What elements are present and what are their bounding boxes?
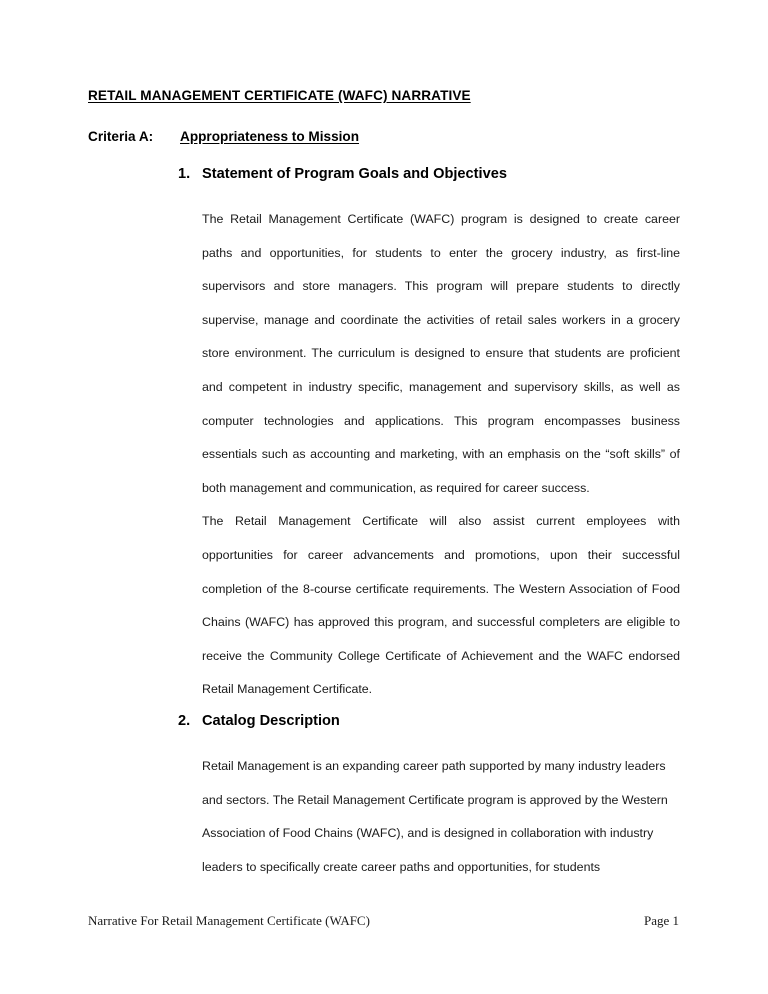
section-heading-2	[178, 713, 340, 729]
paragraph: The Retail Management Certificate will also assist current employees with opportunities for career advancements and promotions, upon their successful completion of the 8-course certificate requirements. The Western Association of Food Chains (WAFC) has approved this program, and successful completers are eligible to receive the Community College Certificate of Achievement and the WAFC endorsed Retail Management Certificate.	[202, 514, 680, 697]
section-number-2: 2.	[178, 713, 191, 729]
paragraph: Retail Management is an expanding career path supported by many industry leaders and sectors. The Retail Management Certificate program is approved by the Western Association of Food Chains (WAFC), and is designed in collaboration with industry leaders to specifically create career paths and opportunities, for students	[202, 759, 668, 874]
page-footer	[88, 913, 679, 929]
section-heading-1	[178, 166, 507, 182]
section-number-1: 1.	[178, 166, 191, 182]
section-body-2	[202, 750, 680, 884]
section-title-1: Statement of Program Goals and Objectives	[202, 166, 507, 182]
footer-document-name: Narrative For Retail Management Certificate (WAFC)	[88, 913, 370, 928]
criteria-line	[88, 129, 359, 144]
section-body-1	[202, 203, 680, 707]
footer-page-number: Page 1	[643, 913, 679, 928]
paragraph: The Retail Management Certificate (WAFC) program is designed to create career paths and opportunities, for students to enter the grocery industry, as first-line supervisors and store managers. This program will prepare students to directly supervise, manage and coordinate the activities of retail sales workers in a grocery store environment. The curriculum is designed to ensure that students are proficient and competent in industry specific, management and supervisory skills, as well as computer technologies and applications. This program encompasses business essentials such as accounting and marketing, with an emphasis on the “soft skills” of both management and communication, as required for career success.	[202, 212, 680, 495]
criteria-value: Appropriateness to Mission	[180, 129, 360, 144]
page-title: RETAIL MANAGEMENT CERTIFICATE (WAFC) NARRATIVE	[88, 88, 471, 103]
section-title-2: Catalog Description	[202, 713, 340, 729]
criteria-label: Criteria A:	[88, 129, 154, 144]
